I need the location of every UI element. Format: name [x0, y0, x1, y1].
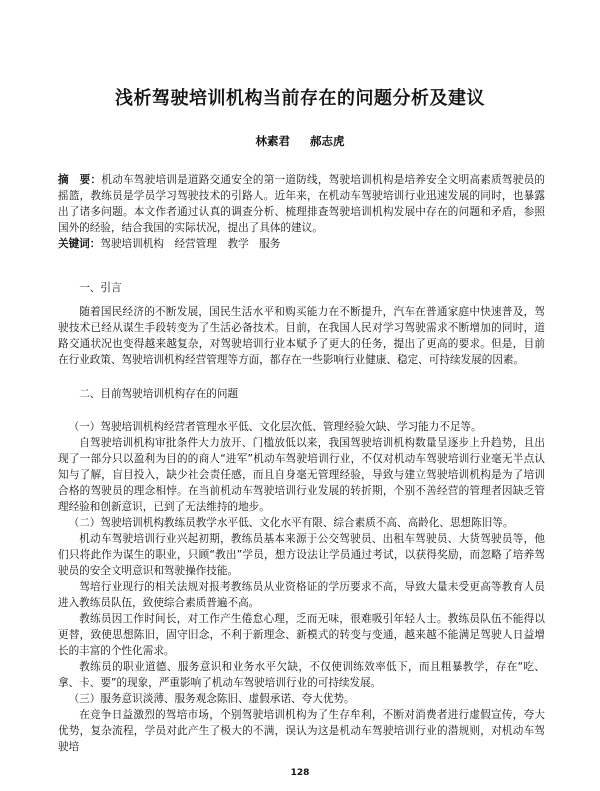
abstract-text: 机动车驾驶培训是道路交通安全的第一道防线，驾驶培训机构是培养安全文明高素质驾驶员的摇篮，教练员是学员学习驾驶技术的引路人。近年来，在机动车驾驶培训行业迅速发展的同时，也暴露出了诸多问题。本文作者通过认真的调查分析、梳理排查驾驶培训机构发展中存在的问题和矛盾，参照国外的经验，结合我国的实际状况，提出了具体的建议。	[58, 174, 545, 234]
paragraph: 教练员的职业道德、服务意识和业务水平欠缺，不仅使训练效率低下，而且粗暴教学，存在“吃、拿、卡、要”的现象，严重影响了机动车驾驶培训行业的可持续发展。	[58, 661, 545, 689]
author-name: 郝志虎	[310, 134, 345, 148]
keywords-label: 关键词：	[58, 238, 101, 250]
section-heading: 二、目前驾驶培训机构存在的问题	[79, 388, 239, 400]
subsection-heading: （一）驾驶培训机构经营者管理水平低、文化层次低、管理经验欠缺、学习能力不足等。	[68, 421, 482, 433]
paragraph: 随着国民经济的不断发展，国民生活水平和购买能力在不断提升，汽车在普通家庭中快速普及，驾驶技术已经从谋生手段转变为了生活必备技术。目前，在我国人民对学习驾驶需求不断增加的同时，道路交通状况也变得越来越复杂，对驾驶培训行业本赋予了更大的任务，提出了更高的要求。但是，目前在行业政策、驾驶培训机构经营管理等方面，都存在一些影响行业健康、稳定、可持续发展的因素。	[58, 306, 545, 366]
abstract-label: 摘 要：	[58, 174, 102, 186]
paper-title: 浅析驾驶培训机构当前存在的问题分析及建议	[115, 88, 485, 109]
section-heading: 一、引言	[79, 282, 122, 294]
author-name: 林素君	[255, 134, 290, 148]
page-number: 128	[290, 768, 310, 778]
subsection-heading: （三）服务意识淡薄、服务观念陈旧、虚假承诺、夸大优势。	[68, 693, 355, 705]
authors	[0, 133, 600, 149]
paragraph: 在竞争日益激烈的驾培市场，个别驾驶培训机构为了生存牟利，不断对消费者进行虚假宣传，夸大优势，复杂流程，学员对此产生了极大的不满，误认为这是机动车驾驶培训行业的潜规则，对机动车驾驶培	[58, 709, 545, 753]
abstract-block	[58, 172, 545, 252]
subsection-heading: （二）驾驶培训机构教练员教学水平低、文化水平有限、综合素质不高、高龄化、思想陈旧等。	[68, 517, 514, 529]
abstract	[58, 172, 545, 236]
body-text	[58, 280, 545, 755]
keywords	[58, 236, 545, 252]
paragraph: 自驾驶培训机构审批条件大力放开、门槛放低以来，我国驾驶培训机构数量呈逐步上升趋势，且出现了一部分只以盈利为目的的商人“进军”机动车驾驶培训行业，不仅对机动车驾驶培训行业毫无半点认知与了解，盲目投入，缺少社会责任感，而且自身毫无管理经验，导致与建立驾驶培训机构是为了培训合格的驾驶员的理念相悖。在当前机动车驾驶培训行业发展的转折期，个别不善经营的管理者因缺乏管理经验和创新意识，已到了无法维持的地步。	[58, 437, 545, 513]
paragraph: 机动车驾驶培训行业兴起初期，教练员基本来源于公交驾驶员、出租车驾驶员、大货驾驶员等，他们只将此作为谋生的职业，只顾“教出”学员，想方设法让学员通过考试，以获得奖励，而忽略了培养驾驶员的安全文明意识和驾驶操作技能。	[58, 533, 545, 577]
keywords-text: 驾驶培训机构 经营管理 教学 服务	[100, 238, 281, 250]
paragraph: 教练员因工作时间长，对工作产生倦怠心理，乏而无味，很难吸引年轻人士。教练员队伍不能得以更替，致使思想陈旧，固守旧念，不利于新理念、新模式的转变与变通，越来越不能满足驾驶人日益增长的丰富的个性化需求。	[58, 613, 545, 657]
paragraph: 驾培行业现行的相关法规对报考教练员从业资格证的学历要求不高，导致大量未受更高等教育人员进入教练员队伍，致使综合素质普遍不高。	[58, 581, 545, 609]
